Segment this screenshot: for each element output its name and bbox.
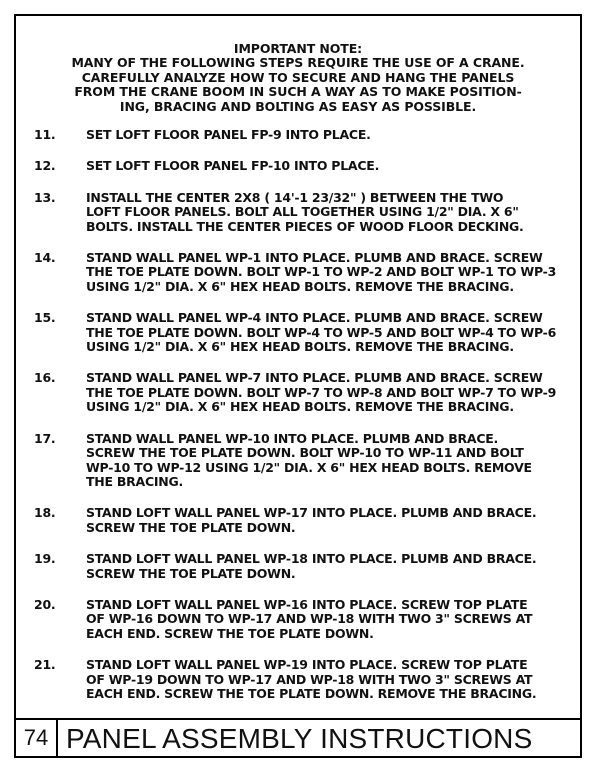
step-text-line: SET LOFT FLOOR PANEL FP-10 INTO PLACE. [86, 158, 380, 174]
step-item [34, 311, 574, 354]
step-text-line: SCREW THE TOE PLATE DOWN. [86, 519, 296, 535]
note-line: FROM THE CRANE BOOM IN SUCH A WAY AS TO MAKE POSITION- [74, 84, 522, 100]
step-text-line: INSTALL THE CENTER 2X8 ( 14'-1 23/32" ) BETWEEN THE TWO [86, 189, 504, 205]
step-item [34, 552, 574, 581]
step-number: 12. [34, 158, 56, 174]
step-text-line: LOFT FLOOR PANELS. BOLT ALL TOGETHER USING 1/2" DIA. X 6" [86, 204, 519, 220]
step-item [34, 128, 574, 142]
step-item [34, 658, 574, 701]
step-item [34, 159, 574, 173]
step-item [34, 251, 574, 294]
step-item [34, 506, 574, 535]
step-text-line: STAND WALL PANEL WP-1 INTO PLACE. PLUMB AND BRACE. SCREW [86, 250, 543, 266]
step-text-line: EACH END. SCREW THE TOE PLATE DOWN. [86, 625, 374, 641]
step-number: 21. [34, 657, 56, 673]
step-text-line: STAND WALL PANEL WP-4 INTO PLACE. PLUMB AND BRACE. SCREW [86, 310, 543, 326]
page-border [14, 14, 582, 758]
step-number: 20. [34, 596, 56, 612]
note-line: IMPORTANT NOTE: [233, 41, 363, 56]
step-number: 11. [34, 127, 56, 142]
step-text-line: USING 1/2" DIA. X 6" HEX HEAD BOLTS. REMOVE THE BRACING. [86, 278, 514, 294]
step-number: 15. [34, 310, 56, 326]
step-text-line: USING 1/2" DIA. X 6" HEX HEAD BOLTS. REMOVE THE BRACING. [86, 339, 514, 355]
step-text-line: STAND LOFT WALL PANEL WP-16 INTO PLACE. SCREW TOP PLATE [86, 596, 528, 612]
step-number: 17. [34, 430, 56, 446]
step-text-line: THE TOE PLATE DOWN. BOLT WP-1 TO WP-2 AND BOLT WP-1 TO WP-3 [86, 264, 557, 280]
step-number: 19. [34, 551, 56, 567]
step-number: 16. [34, 370, 56, 386]
step-text-line: STAND LOFT WALL PANEL WP-17 INTO PLACE. PLUMB AND BRACE. [86, 505, 537, 521]
note-line: CAREFULLY ANALYZE HOW TO SECURE AND HANG THE PANELS [81, 69, 515, 85]
step-text-line: THE BRACING. [86, 473, 183, 489]
step-item [34, 598, 574, 641]
step-text-line: BOLTS. INSTALL THE CENTER PIECES OF WOOD FLOOR DECKING. [86, 218, 524, 234]
step-text-line: THE TOE PLATE DOWN. BOLT WP-4 TO WP-5 AND BOLT WP-4 TO WP-6 [86, 324, 557, 340]
step-text-line: OF WP-16 DOWN TO WP-17 AND WP-18 WITH TWO 3" SCREWS AT [86, 611, 533, 627]
step-text-line: USING 1/2" DIA. X 6" HEX HEAD BOLTS. REMOVE THE BRACING. [86, 399, 514, 415]
step-number: 18. [34, 505, 56, 521]
step-text-line: STAND LOFT WALL PANEL WP-18 INTO PLACE. PLUMB AND BRACE. [86, 551, 537, 567]
step-text-line: STAND LOFT WALL PANEL WP-19 INTO PLACE. SCREW TOP PLATE [86, 657, 528, 673]
step-number: 14. [34, 250, 56, 266]
footer-bar [16, 718, 580, 756]
instruction-steps [34, 128, 574, 718]
step-text-line: SET LOFT FLOOR PANEL FP-9 INTO PLACE. [86, 127, 371, 142]
step-text-line: THE TOE PLATE DOWN. BOLT WP-7 TO WP-8 AND BOLT WP-7 TO WP-9 [86, 384, 557, 400]
step-item [34, 432, 574, 490]
step-text-line: STAND WALL PANEL WP-7 INTO PLACE. PLUMB AND BRACE. SCREW [86, 370, 543, 386]
step-text-line: STAND WALL PANEL WP-10 INTO PLACE. PLUMB AND BRACE. [86, 430, 499, 446]
step-number: 13. [34, 189, 56, 205]
important-note [16, 42, 580, 114]
step-text-line: EACH END. SCREW THE TOE PLATE DOWN. REMOVE THE BRACING. [86, 685, 537, 701]
page-title: PANEL ASSEMBLY INSTRUCTIONS [66, 723, 533, 754]
step-text-line: SCREW THE TOE PLATE DOWN. [86, 565, 296, 581]
step-item [34, 371, 574, 414]
step-text-line: WP-10 TO WP-12 USING 1/2" DIA. X 6" HEX HEAD BOLTS. REMOVE [86, 459, 532, 475]
step-text-line: OF WP-19 DOWN TO WP-17 AND WP-18 WITH TWO 3" SCREWS AT [86, 671, 533, 687]
step-item [34, 191, 574, 234]
note-line: MANY OF THE FOLLOWING STEPS REQUIRE THE USE OF A CRANE. [71, 55, 525, 71]
note-line: ING, BRACING AND BOLTING AS EASY AS POSSIBLE. [119, 98, 477, 114]
page-number: 74 [16, 720, 58, 756]
step-text-line: SCREW THE TOE PLATE DOWN. BOLT WP-10 TO WP-11 AND BOLT [86, 445, 524, 461]
